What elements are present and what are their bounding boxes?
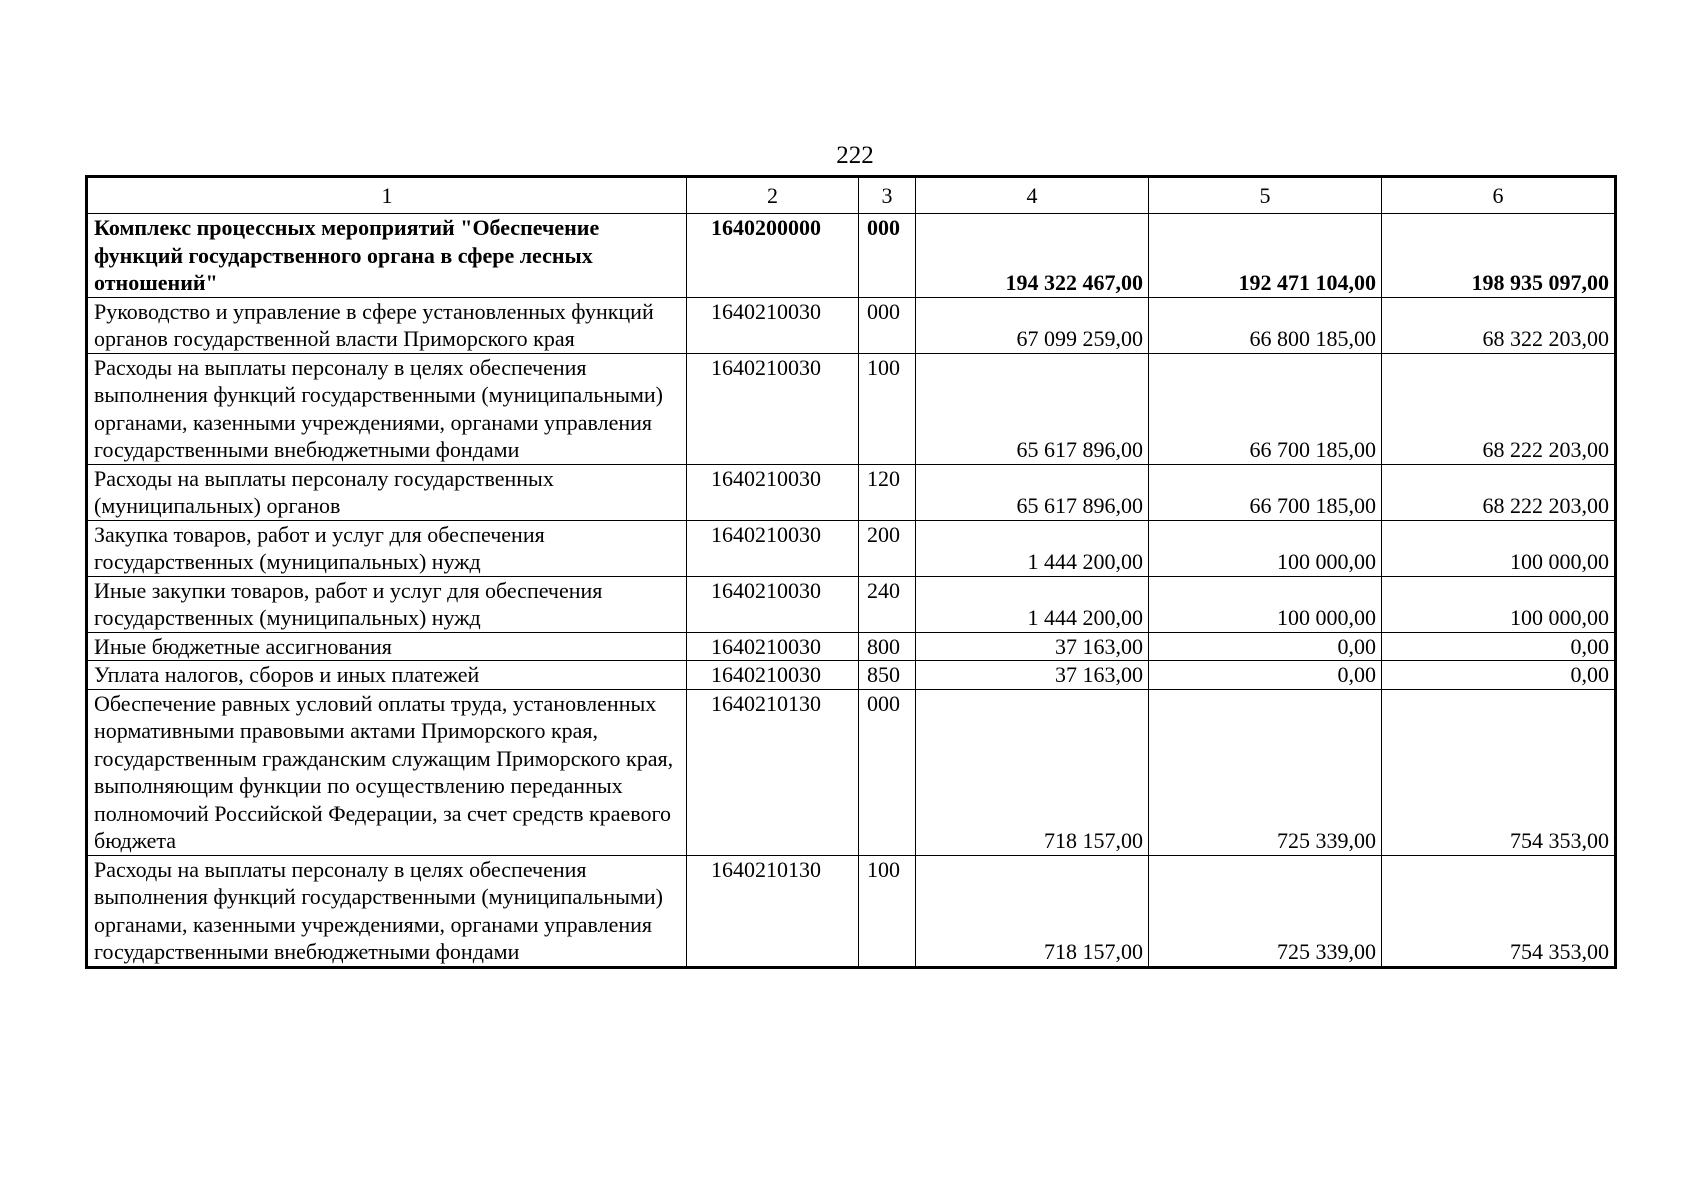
row-amount-col5-cell: 66 800 185,00: [1149, 297, 1382, 353]
table-body: [87, 214, 1616, 968]
row-amount-col6-cell: 68 222 203,00: [1382, 353, 1616, 464]
row-name-cell: Закупка товаров, работ и услуг для обеспечения государственных (муниципальных) нужд: [87, 520, 687, 576]
row-amount-col6-cell: 754 353,00: [1382, 689, 1616, 855]
row-kind-cell: 100: [859, 855, 916, 967]
row-amount-col6-cell: 0,00: [1382, 661, 1616, 690]
row-amount-col5-cell: 0,00: [1149, 661, 1382, 690]
row-name-cell: Иные закупки товаров, работ и услуг для обеспечения государственных (муниципальных) нужд: [87, 576, 687, 632]
row-amount-col5-cell: 66 700 185,00: [1149, 353, 1382, 464]
column-header-1: 1: [87, 177, 687, 214]
row-amount-col4-cell: 65 617 896,00: [916, 353, 1149, 464]
row-amount-col4-cell: 65 617 896,00: [916, 464, 1149, 520]
row-amount-col5-cell: 66 700 185,00: [1149, 464, 1382, 520]
row-code-cell: 1640210130: [687, 689, 859, 855]
row-code-cell: 1640210030: [687, 661, 859, 690]
row-kind-cell: 100: [859, 353, 916, 464]
row-kind-cell: 120: [859, 464, 916, 520]
row-name-cell: Расходы на выплаты персоналу государственных (муниципальных) органов: [87, 464, 687, 520]
row-amount-col6-cell: 754 353,00: [1382, 855, 1616, 967]
column-header-4: 4: [916, 177, 1149, 214]
row-amount-col5-cell: 725 339,00: [1149, 689, 1382, 855]
table-row: [87, 464, 1616, 520]
table-row: [87, 689, 1616, 855]
row-kind-cell: 850: [859, 661, 916, 690]
row-name-cell: Расходы на выплаты персоналу в целях обеспечения выполнения функций государственными (муниципальными) органами, казенными учреждениями, органами управления государственными внебюджетными фондами: [87, 855, 687, 967]
table-row: [87, 576, 1616, 632]
row-code-cell: 1640210030: [687, 576, 859, 632]
column-header-6: 6: [1382, 177, 1616, 214]
row-kind-cell: 000: [859, 297, 916, 353]
row-amount-col5-cell: 0,00: [1149, 632, 1382, 661]
row-amount-col4-cell: 194 322 467,00: [916, 214, 1149, 298]
row-kind-cell: 000: [859, 214, 916, 298]
row-amount-col4-cell: 37 163,00: [916, 661, 1149, 690]
row-amount-col6-cell: 198 935 097,00: [1382, 214, 1616, 298]
row-amount-col4-cell: 718 157,00: [916, 689, 1149, 855]
row-code-cell: 1640210030: [687, 297, 859, 353]
row-name-cell: Уплата налогов, сборов и иных платежей: [87, 661, 687, 690]
row-name-cell: Руководство и управление в сфере установленных функций органов государственной власти Приморского края: [87, 297, 687, 353]
row-amount-col5-cell: 100 000,00: [1149, 576, 1382, 632]
row-amount-col4-cell: 67 099 259,00: [916, 297, 1149, 353]
column-header-5: 5: [1149, 177, 1382, 214]
column-header-2: 2: [687, 177, 859, 214]
row-amount-col6-cell: 100 000,00: [1382, 520, 1616, 576]
row-amount-col6-cell: 68 222 203,00: [1382, 464, 1616, 520]
row-name-cell: Иные бюджетные ассигнования: [87, 632, 687, 661]
row-amount-col5-cell: 192 471 104,00: [1149, 214, 1382, 298]
table-row: [87, 297, 1616, 353]
row-kind-cell: 800: [859, 632, 916, 661]
page-number: 222: [836, 142, 874, 169]
table-row: [87, 661, 1616, 690]
table-row: [87, 520, 1616, 576]
row-name-cell: Комплекс процессных мероприятий "Обеспечение функций государственного органа в сфере лесных отношений": [87, 214, 687, 298]
row-code-cell: 1640210030: [687, 632, 859, 661]
table-row: [87, 855, 1616, 967]
table-header: [87, 177, 1616, 214]
row-code-cell: 1640210030: [687, 353, 859, 464]
row-code-cell: 1640210130: [687, 855, 859, 967]
budget-table: [85, 175, 1617, 969]
row-amount-col4-cell: 1 444 200,00: [916, 520, 1149, 576]
row-code-cell: 1640210030: [687, 520, 859, 576]
table-row: [87, 632, 1616, 661]
row-code-cell: 1640210030: [687, 464, 859, 520]
row-amount-col5-cell: 100 000,00: [1149, 520, 1382, 576]
table-row: [87, 353, 1616, 464]
row-code-cell: 1640200000: [687, 214, 859, 298]
row-amount-col6-cell: 0,00: [1382, 632, 1616, 661]
row-amount-col4-cell: 37 163,00: [916, 632, 1149, 661]
column-header-3: 3: [859, 177, 916, 214]
row-kind-cell: 000: [859, 689, 916, 855]
header-row: [87, 177, 1616, 214]
row-amount-col4-cell: 1 444 200,00: [916, 576, 1149, 632]
row-name-cell: Расходы на выплаты персоналу в целях обеспечения выполнения функций государственными (муниципальными) органами, казенными учреждениями, органами управления государственными внебюджетными фондами: [87, 353, 687, 464]
row-amount-col4-cell: 718 157,00: [916, 855, 1149, 967]
row-kind-cell: 240: [859, 576, 916, 632]
row-kind-cell: 200: [859, 520, 916, 576]
row-name-cell: Обеспечение равных условий оплаты труда, установленных нормативными правовыми актами Приморского края, государственным гражданским служащим Приморского края, выполняющим функции по осуществлению переданных полномочий Российской Федерации, за счет средств краевого бюджета: [87, 689, 687, 855]
table-row: [87, 214, 1616, 298]
row-amount-col6-cell: 68 322 203,00: [1382, 297, 1616, 353]
row-amount-col6-cell: 100 000,00: [1382, 576, 1616, 632]
row-amount-col5-cell: 725 339,00: [1149, 855, 1382, 967]
